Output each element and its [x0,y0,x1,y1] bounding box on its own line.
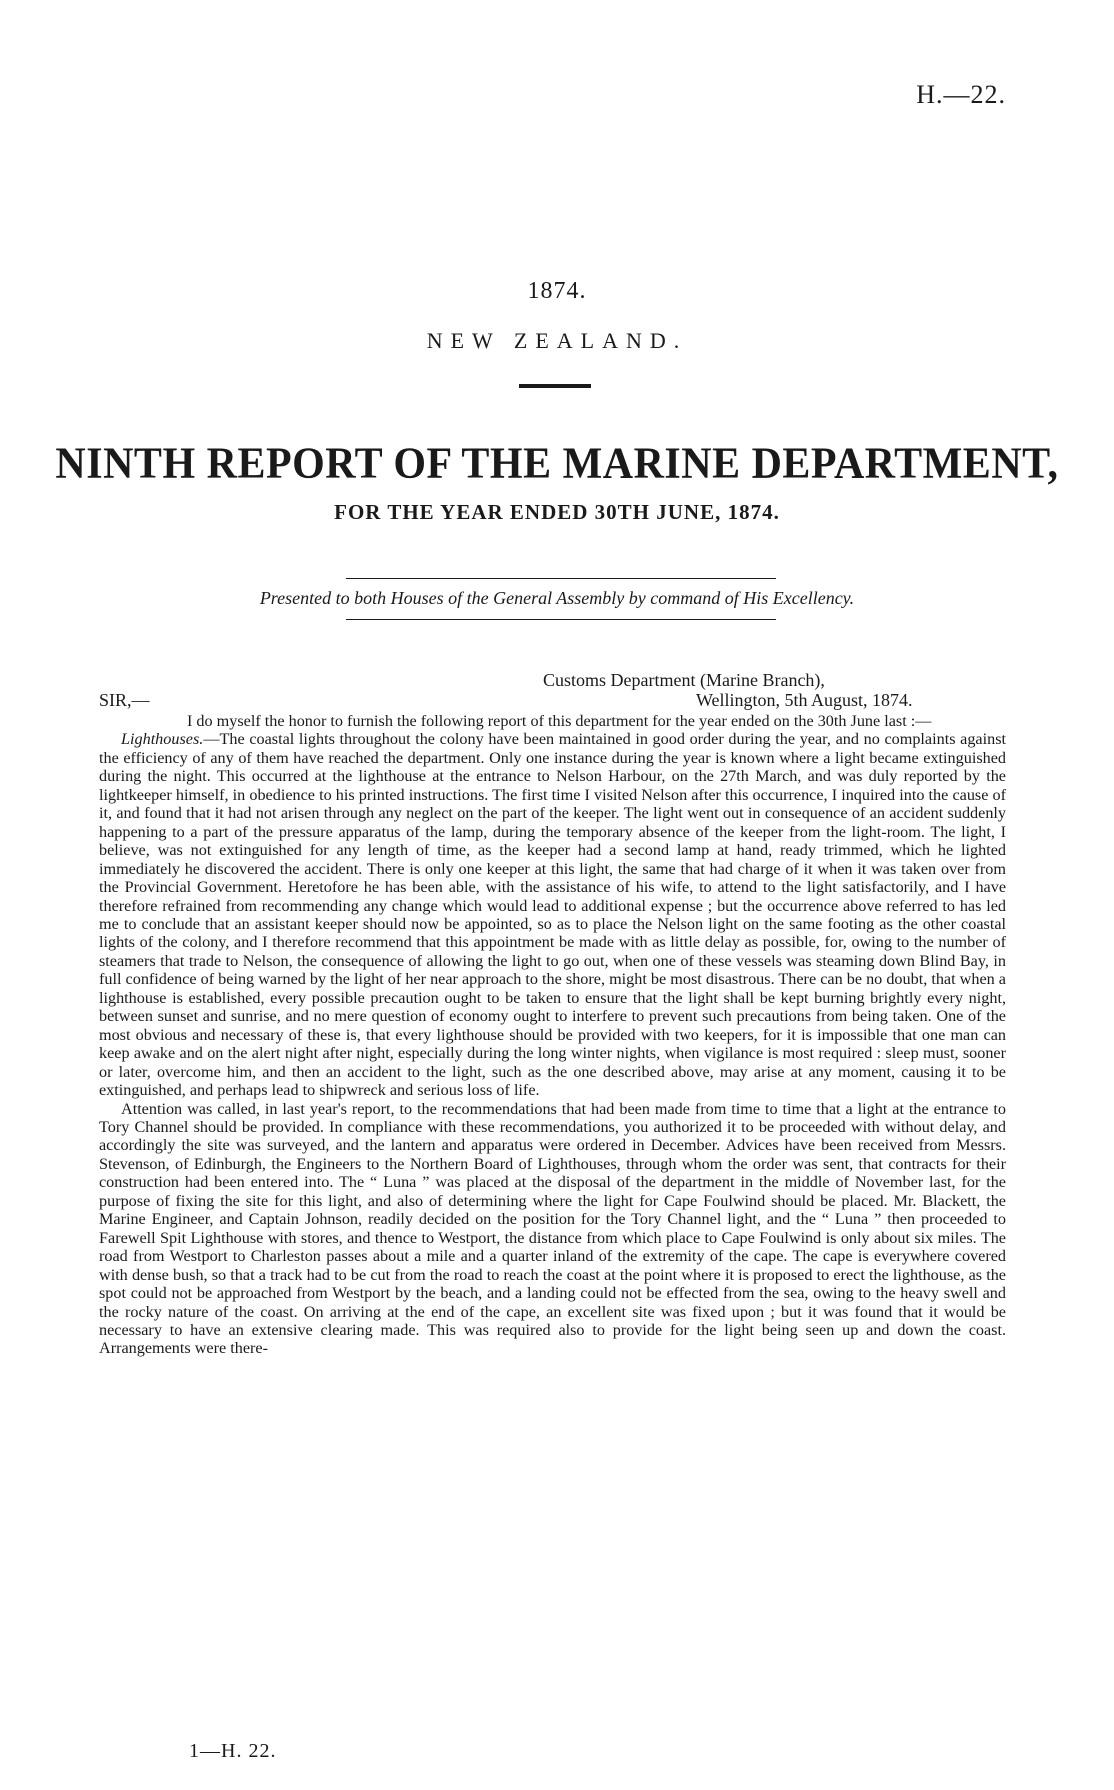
presented-line: Presented to both Houses of the General Assembly by command of His Excellency. [259,588,855,608]
footer-signature: 1—H. 22. [189,1740,277,1762]
intro-paragraph: I do myself the honor to furnish the following report of this department for the year ended on the 30th June last :— [187,712,932,730]
page-ref: H.—22. [916,80,1006,109]
tory-channel-paragraph: Attention was called, in last year's report, to the recommendations that had been made from time to time that a light at the entrance to Tory Channel should be provided. In compliance with these recommendations, you authorized it to be proceeded with without delay, and accordingly the site was surveyed, and the lantern and apparatus were ordered in December. Advices have been received from Messrs. Stevenson, of Edinburgh, the Engineers to the Northern Board of Lighthouses, through whom the order was sent, that contracts for their construction had been entered into. The “ Luna ” was placed at the disposal of the department in the middle of November last, for the purpose of fixing the site for this light, and also of determining where the light for Cape Foulwind should be placed. Mr. Blackett, the Marine Engineer, and Captain Johnson, readily decided on the position for the Tory Channel light, and the “ Luna ” then proceeded to Farewell Spit Lighthouse with stores, and thence to Westport, the distance from which place to Cape Foulwind is only about six miles. The road from Westport to Charleston passes about a mile and a quarter inland of the extremity of the cape. The cape is everywhere covered with dense bush, so that a track had to be cut from the road to reach the coast at the point where it is proposed to erect the lighthouse, as the spot could not be approached from Westport by the beach, and a landing could not be effected from the sea, owing to the heavy swell and the rocky nature of the coast. On arriving at the end of the cape, an excellent site was fixed upon ; but it was found that it would be necessary to have an extensive clearing made. This was required also to provide for the light being seen up and down the coast. Arrangements were there- [99,1099,1006,1358]
short-rule [519,384,591,388]
address-line-1: Customs Department (Marine Branch), [543,670,825,690]
main-title: NINTH REPORT OF THE MARINE DEPARTMENT, [55,439,1059,489]
rule-below-presented [346,619,776,620]
letter-body [99,712,1006,1358]
lighthouses-text: —The coastal lights throughout the colony have been maintained in good order during the year, and no complaints against the efficiency of any of them have reached the department. Only one instance during the year is known where a light became extinguished during the night. This occurred at the lighthouse at the entrance to Nelson Harbour, on the 27th March, and was duly reported by the lightkeeper himself, in obedience to his printed instructions. The first time I visited Nelson after this occurrence, I inquired into the cause of it, and found that it had not arisen through any neglect on the part of the keeper. The light went out in consequence of an accident suddenly happening to a part of the pressure apparatus of the lamp, during the temporary absence of the keeper from the light-room. The light, I believe, was not extinguished for any length of time, as the keeper had a second lamp at hand, ready trimmed, which he lighted immediately he discovered the accident. There is only one keeper at this light, the same that had charge of it when it was taken over from the Provincial Government. Heretofore he has been able, with the assistance of his wife, to attend to the light satisfactorily, and I have therefore refrained from recommending any change which would lead to additional expense ; but the occurrence above referred to has led me to conclude that an assistant keeper should now be appointed, so as to place the Nelson light on the same footing as the other coastal lights of the colony, and I therefore recommend that this appointment be made with as little delay as possible, for, owing to the number of steamers that trade to Nelson, the consequence of allowing the light to go out, when one of these vessels was steaming down Blind Bay, in full confidence of being warned by the light of her near approach to the shore, might be most disastrous. There can be no doubt, that when a lighthouse is established, every possible precaution ought to be taken to ensure that the light shall be kept burning brightly every night, between sunset and sunrise, and no mere question of economy ought to interfere to prevent such precautions from being taken. One of the most obvious and necessary of these is, that every lighthouse should be provided with two keepers, for it is impossible that one man can keep awake and on the alert night after night, especially during the long winter nights, when vigilance is most required : sleep must, sooner or later, overcome him, and then an accident to the light, such as the one described above, may arise at any moment, causing it to be extinguished, and perhaps lead to shipwreck and serious loss of life. [99,730,1006,1100]
lighthouses-lead: Lighthouses. [121,730,204,749]
lighthouses-paragraph [99,730,1006,1099]
salutation: SIR,— [99,690,150,710]
sub-title: FOR THE YEAR ENDED 30TH JUNE, 1874. [334,500,780,524]
rule-above-presented [346,578,776,579]
country-heading: NEW ZEALAND. [426,328,688,353]
year-heading: 1874. [527,278,587,304]
address-line-2: Wellington, 5th August, 1874. [696,690,913,710]
